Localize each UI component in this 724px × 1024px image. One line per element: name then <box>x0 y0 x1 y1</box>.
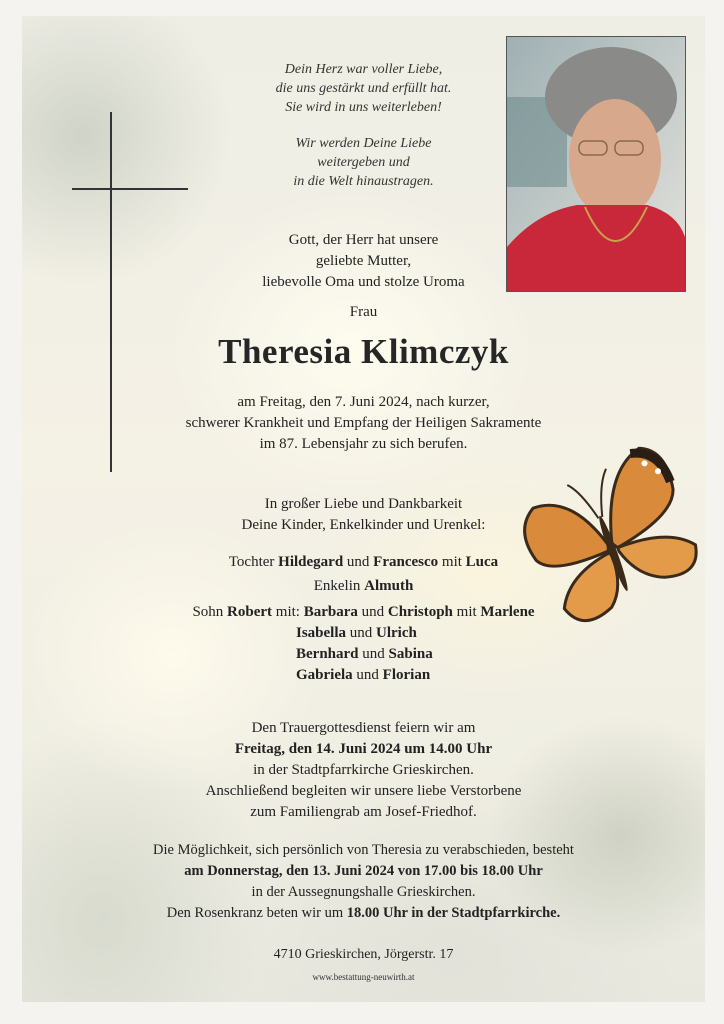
family-text: mit <box>438 554 466 570</box>
intro-line: liebevolle Oma und stolze Uroma <box>262 274 465 290</box>
family-text: mit <box>452 604 481 620</box>
poem-second <box>22 134 705 191</box>
family-text: mit: <box>272 604 304 620</box>
death-notice-line: am Freitag, den 7. Juni 2024, nach kurzer, <box>237 394 490 410</box>
website-link[interactable]: www.bestattung-neuwirth.at <box>312 972 415 982</box>
family-text: und <box>346 625 377 641</box>
deceased-name: Theresia Klimczyk <box>218 332 509 371</box>
family-text: und <box>352 667 383 683</box>
family-text: und <box>357 604 388 620</box>
salutation: Frau <box>349 304 378 320</box>
intro-text <box>22 230 705 293</box>
service-date <box>22 739 705 760</box>
service-line: zum Familiengrab am Josef-Friedhof. <box>250 804 477 820</box>
poem-line: Sie wird in uns weiterleben! <box>285 100 442 115</box>
service-line: in der Stadtpfarrkirche Grieskirchen. <box>253 762 474 778</box>
family-text: Sohn <box>192 604 228 620</box>
family-name: Robert <box>227 604 273 620</box>
poem-line: weitergeben und <box>317 155 410 170</box>
family-name: Gabriela <box>296 667 353 683</box>
service-line: Anschließend begleiten wir unsere liebe Verstorbene <box>205 783 522 799</box>
family-name: Hildegard <box>278 554 344 570</box>
family-name: Christoph <box>387 604 453 620</box>
death-notice-line: schwerer Krankheit und Empfang der Heiligen Sakramente <box>185 415 542 431</box>
family-text: und <box>343 554 374 570</box>
farewell-line: Die Möglichkeit, sich persönlich von Theresia zu verabschieden, besteht <box>153 842 574 858</box>
family-name: Marlene <box>480 604 535 620</box>
farewell-date-text: am Donnerstag, den 13. Juni 2024 von 17.00 bis 18.00 Uhr <box>184 863 543 879</box>
service-date-text: Freitag, den 14. Juni 2024 um 14.00 Uhr <box>234 741 493 757</box>
poem-line: in die Welt hinaustragen. <box>293 174 434 189</box>
poem-line: die uns gestärkt und erfüllt hat. <box>275 81 452 96</box>
family-text: Enkelin <box>313 578 365 594</box>
poem-line: Dein Herz war voller Liebe, <box>284 62 443 77</box>
intro-line: Gott, der Herr hat unsere <box>288 232 439 248</box>
family-name: Florian <box>382 667 431 683</box>
family-name: Francesco <box>373 554 439 570</box>
family-name: Sabina <box>388 646 433 662</box>
family-name: Luca <box>465 554 499 570</box>
family-name: Isabella <box>296 625 347 641</box>
butterfly-icon <box>520 444 700 644</box>
rosary-text: Den Rosenkranz beten wir um <box>166 905 347 921</box>
service-info <box>22 718 705 823</box>
family-name: Bernhard <box>296 646 359 662</box>
address: 4710 Grieskirchen, Jörgerstr. 17 <box>273 947 454 962</box>
poem-first <box>22 60 705 117</box>
obituary-card <box>22 16 705 1002</box>
rosary-line <box>22 903 705 924</box>
farewell-line: in der Aussegnungshalle Grieskirchen. <box>251 884 476 900</box>
gratitude-line: Deine Kinder, Enkelkinder und Urenkel: <box>241 517 486 533</box>
family-line-grandchildren <box>296 665 596 686</box>
family-name: Almuth <box>364 578 414 594</box>
service-line: Den Trauergottesdienst feiern wir am <box>251 720 476 736</box>
family-line-grandchildren <box>296 644 596 665</box>
family-name: Ulrich <box>376 625 417 641</box>
death-notice-line: im 87. Lebensjahr zu sich berufen. <box>259 436 468 452</box>
family-text: und <box>358 646 389 662</box>
family-text: Tochter <box>228 554 279 570</box>
intro-line: geliebte Mutter, <box>315 253 412 269</box>
rosary-time: 18.00 Uhr in der Stadtpfarrkirche. <box>346 905 561 921</box>
gratitude-line: In großer Liebe und Dankbarkeit <box>264 496 463 512</box>
family-name: Barbara <box>303 604 358 620</box>
farewell-date <box>22 861 705 882</box>
poem-line: Wir werden Deine Liebe <box>295 136 432 151</box>
farewell-info <box>22 840 705 924</box>
